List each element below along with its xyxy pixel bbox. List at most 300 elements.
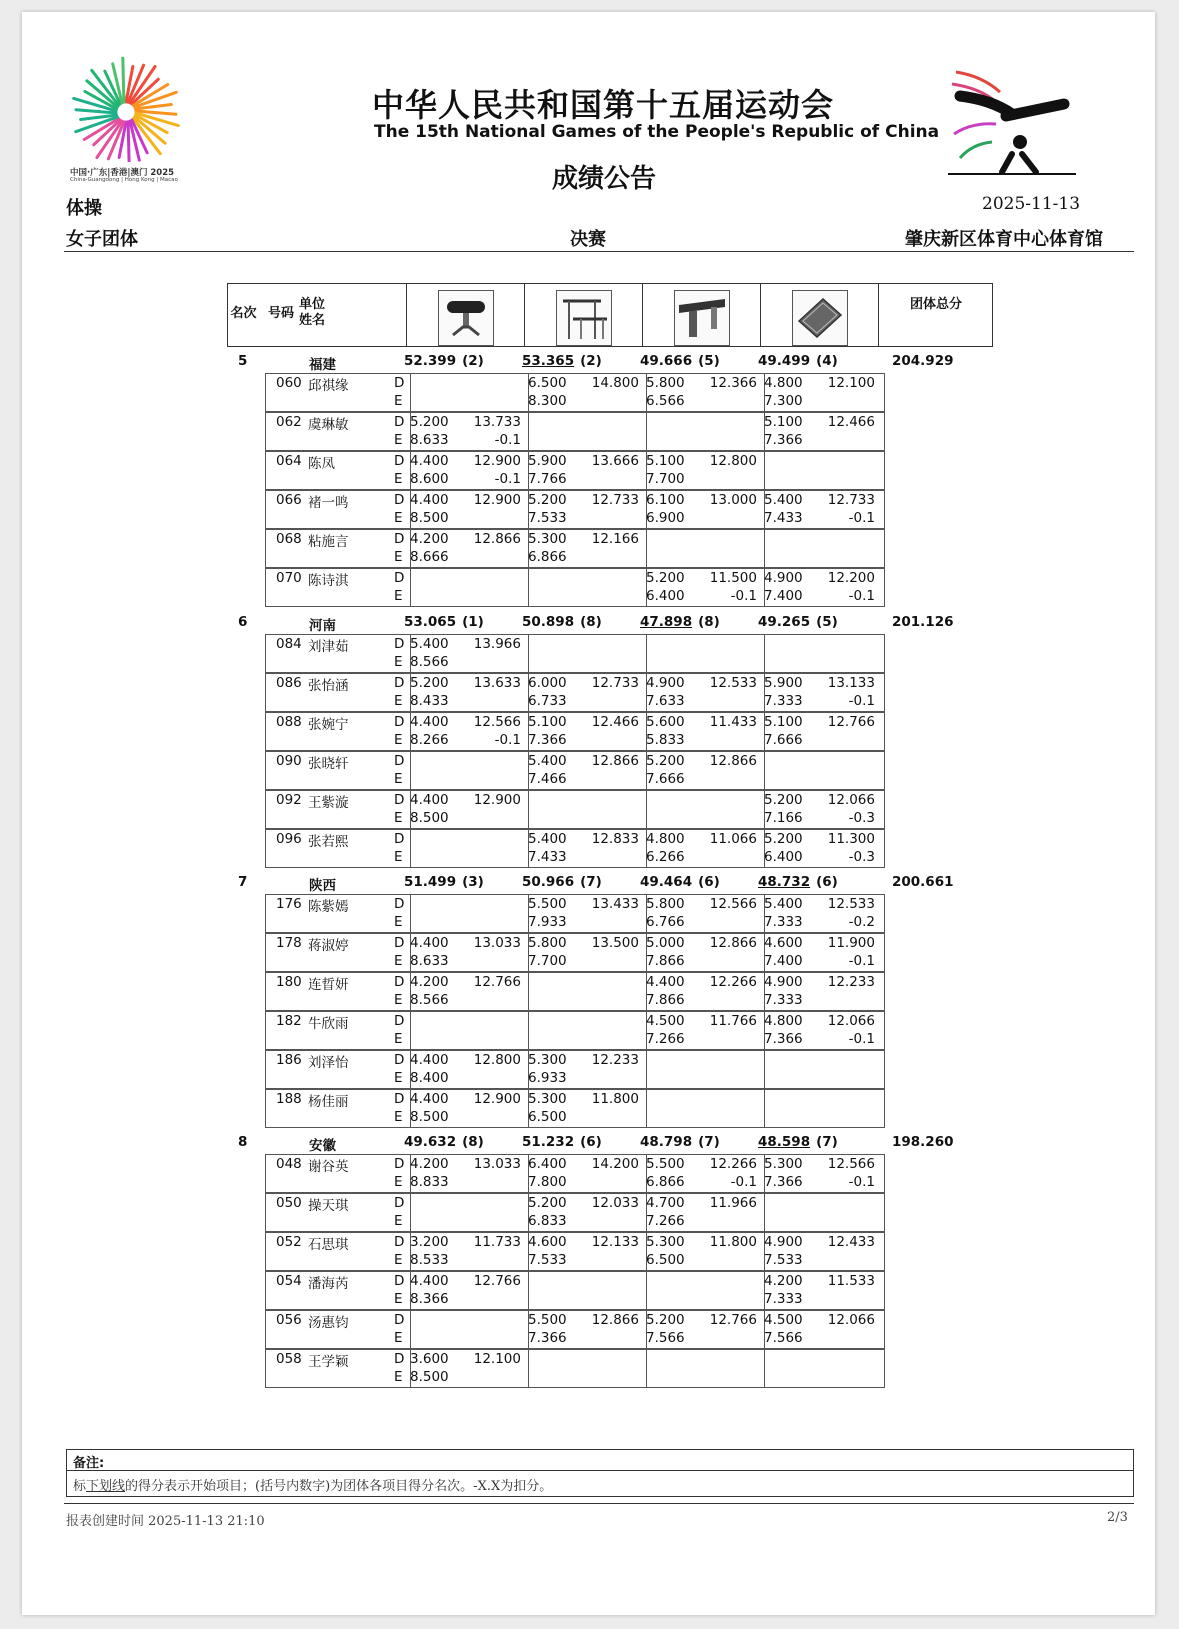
e-score: 7.466 xyxy=(528,771,567,787)
total-score: 12.200 xyxy=(827,570,875,586)
d-score: 5.800 xyxy=(646,896,685,912)
d-score: 4.200 xyxy=(410,974,449,990)
e-score: 6.933 xyxy=(528,1070,567,1086)
penalty: -0.1 xyxy=(730,588,757,604)
apparatus-team-score xyxy=(404,1134,484,1150)
total-header: 团体总分 xyxy=(909,297,962,312)
report-created-time: 报表创建时间 2025-11-13 21:10 xyxy=(66,1514,265,1529)
d-score: 4.900 xyxy=(646,675,685,691)
e-score: 6.900 xyxy=(646,510,685,526)
e-label: E xyxy=(394,849,403,865)
d-score: 4.400 xyxy=(410,935,449,951)
total-score: 12.533 xyxy=(827,896,875,912)
athlete-number: 090 xyxy=(276,753,302,769)
e-score: 5.833 xyxy=(646,732,685,748)
apparatus-rank: (7) xyxy=(698,1134,720,1150)
e-score: 7.366 xyxy=(764,432,803,448)
apparatus-score-value: 51.499 xyxy=(404,874,457,890)
e-label: E xyxy=(394,654,403,670)
d-score: 4.400 xyxy=(410,714,449,730)
total-score: 12.766 xyxy=(827,714,875,730)
total-score: 12.866 xyxy=(709,753,757,769)
d-label: D xyxy=(394,896,405,912)
d-label: D xyxy=(394,974,405,990)
d-label: D xyxy=(394,792,405,808)
e-label: E xyxy=(394,588,403,604)
d-label: D xyxy=(394,1052,405,1068)
team-rank: 6 xyxy=(238,614,248,630)
d-score: 5.200 xyxy=(528,492,567,508)
d-score: 6.500 xyxy=(528,375,567,391)
page-title-en: The 15th National Games of the People's Republic of China xyxy=(374,122,940,142)
athlete-name: 谢谷英 xyxy=(308,1159,349,1175)
e-label: E xyxy=(394,1252,403,1268)
apparatus-rank: (6) xyxy=(816,874,838,890)
d-score: 5.500 xyxy=(528,896,567,912)
d-score: 4.900 xyxy=(764,974,803,990)
total-score: 12.900 xyxy=(473,453,521,469)
team-rank: 7 xyxy=(238,874,248,890)
d-label: D xyxy=(394,1091,405,1107)
total-score: 12.766 xyxy=(709,1312,757,1328)
e-score: 7.266 xyxy=(646,1213,685,1229)
penalty: -0.1 xyxy=(848,1031,875,1047)
d-label: D xyxy=(394,714,405,730)
apparatus-rank: (6) xyxy=(698,874,720,890)
total-score: 11.500 xyxy=(709,570,757,586)
athlete-number: 048 xyxy=(276,1156,302,1172)
e-label: E xyxy=(394,1330,403,1346)
penalty: -0.1 xyxy=(848,953,875,969)
e-score: 7.366 xyxy=(764,1031,803,1047)
athlete-number: 180 xyxy=(276,974,302,990)
e-score: 6.866 xyxy=(528,549,567,565)
total-score: 13.500 xyxy=(591,935,639,951)
e-score: 8.566 xyxy=(410,654,449,670)
athlete-number: 052 xyxy=(276,1234,302,1250)
athlete-number: 066 xyxy=(276,492,302,508)
e-score: 7.300 xyxy=(764,393,803,409)
athlete-number: 068 xyxy=(276,531,302,547)
d-label: D xyxy=(394,1195,405,1211)
apparatus-team-score xyxy=(522,1134,602,1150)
vault-icon xyxy=(438,290,494,346)
e-score: 8.366 xyxy=(410,1291,449,1307)
athlete-name: 虞琳敏 xyxy=(308,417,349,433)
d-label: D xyxy=(394,1273,405,1289)
total-score: 11.433 xyxy=(709,714,757,730)
athlete-name: 蒋淑婷 xyxy=(308,938,349,954)
penalty: -0.2 xyxy=(848,914,875,930)
athlete-name: 陈诗淇 xyxy=(308,573,349,589)
apparatus-rank: (4) xyxy=(816,353,838,369)
d-score: 5.300 xyxy=(528,1091,567,1107)
e-score: 7.666 xyxy=(764,732,803,748)
d-score: 4.200 xyxy=(764,1273,803,1289)
penalty: -0.1 xyxy=(494,471,521,487)
e-score: 7.333 xyxy=(764,693,803,709)
e-score: 8.833 xyxy=(410,1174,449,1190)
apparatus-rank: (2) xyxy=(462,353,484,369)
apparatus-team-score xyxy=(640,614,720,630)
athlete-name: 潘海芮 xyxy=(308,1276,349,1292)
athlete-name: 王紫漩 xyxy=(308,795,349,811)
e-score: 6.766 xyxy=(646,914,685,930)
apparatus-score-value: 50.898 xyxy=(522,614,575,630)
d-score: 4.400 xyxy=(410,453,449,469)
total-score: 11.800 xyxy=(591,1091,639,1107)
apparatus-team-score xyxy=(522,874,602,890)
apparatus-score-value: 48.598 xyxy=(758,1134,811,1150)
page-number: 2/3 xyxy=(1107,1510,1128,1525)
total-score: 12.733 xyxy=(591,492,639,508)
d-score: 3.200 xyxy=(410,1234,449,1250)
penalty: -0.1 xyxy=(848,588,875,604)
d-score: 5.500 xyxy=(528,1312,567,1328)
total-score: 13.033 xyxy=(473,1156,521,1172)
d-score: 4.500 xyxy=(646,1013,685,1029)
athlete-name: 操天琪 xyxy=(308,1198,349,1214)
apparatus-rank: (3) xyxy=(462,874,484,890)
athlete-number: 050 xyxy=(276,1195,302,1211)
apparatus-rank: (8) xyxy=(580,614,602,630)
d-score: 5.200 xyxy=(528,1195,567,1211)
team-rank: 8 xyxy=(238,1134,248,1150)
d-score: 5.200 xyxy=(764,792,803,808)
apparatus-score-value: 50.966 xyxy=(522,874,575,890)
total-score: 12.466 xyxy=(827,414,875,430)
e-score: 7.366 xyxy=(528,732,567,748)
d-label: D xyxy=(394,414,405,430)
total-score: 12.766 xyxy=(473,1273,521,1289)
penalty: -0.1 xyxy=(494,432,521,448)
e-score: 8.500 xyxy=(410,1109,449,1125)
athlete-row xyxy=(265,451,885,490)
page-title: 中华人民共和国第十五届运动会 xyxy=(372,86,835,124)
total-score: 12.900 xyxy=(473,792,521,808)
d-score: 5.400 xyxy=(528,753,567,769)
e-label: E xyxy=(394,549,403,565)
d-score: 4.400 xyxy=(410,1052,449,1068)
e-score: 6.866 xyxy=(646,1174,685,1190)
athlete-row xyxy=(265,1193,885,1232)
athlete-row xyxy=(265,1349,885,1388)
total-score: 12.266 xyxy=(709,974,757,990)
athlete-number: 070 xyxy=(276,570,302,586)
apparatus-team-score xyxy=(640,874,720,890)
e-score: 6.266 xyxy=(646,849,685,865)
athlete-number: 186 xyxy=(276,1052,302,1068)
athlete-number: 062 xyxy=(276,414,302,430)
d-label: D xyxy=(394,1351,405,1367)
e-score: 7.366 xyxy=(528,1330,567,1346)
e-score: 8.300 xyxy=(528,393,567,409)
apparatus-rank: (7) xyxy=(580,874,602,890)
athlete-number: 188 xyxy=(276,1091,302,1107)
apparatus-score-value: 53.065 xyxy=(404,614,457,630)
venue-label: 肇庆新区体育中心体育馆 xyxy=(905,229,1103,250)
d-score: 5.400 xyxy=(528,831,567,847)
athlete-name: 汤惠钧 xyxy=(308,1315,349,1331)
total-score: 13.633 xyxy=(473,675,521,691)
apparatus-team-score xyxy=(404,614,484,630)
total-score: 14.800 xyxy=(591,375,639,391)
gymnastics-pictogram-icon xyxy=(942,62,1082,177)
e-score: 7.933 xyxy=(528,914,567,930)
athlete-name: 陈紫嫣 xyxy=(308,899,349,915)
number-header: 号码 xyxy=(268,306,295,321)
e-label: E xyxy=(394,992,403,1008)
name-header: 姓名 xyxy=(299,313,326,328)
total-score: 13.666 xyxy=(591,453,639,469)
e-score: 8.500 xyxy=(410,510,449,526)
athlete-number: 058 xyxy=(276,1351,302,1367)
e-score: 7.266 xyxy=(646,1031,685,1047)
total-score: 14.200 xyxy=(591,1156,639,1172)
total-score: 12.533 xyxy=(709,675,757,691)
d-score: 5.800 xyxy=(528,935,567,951)
date-label: 2025-11-13 xyxy=(982,194,1081,214)
athlete-name: 张晓轩 xyxy=(308,756,349,772)
d-label: D xyxy=(394,492,405,508)
athlete-name: 杨佳丽 xyxy=(308,1094,349,1110)
e-score: 7.333 xyxy=(764,914,803,930)
e-label: E xyxy=(394,510,403,526)
penalty: -0.1 xyxy=(848,1174,875,1190)
total-score: 12.866 xyxy=(709,935,757,951)
apparatus-score-value: 49.632 xyxy=(404,1134,457,1150)
apparatus-score-value: 48.732 xyxy=(758,874,811,890)
e-label: E xyxy=(394,393,403,409)
e-label: E xyxy=(394,1174,403,1190)
d-score: 4.900 xyxy=(764,1234,803,1250)
d-score: 5.100 xyxy=(764,414,803,430)
total-score: 12.566 xyxy=(473,714,521,730)
total-score: 12.033 xyxy=(591,1195,639,1211)
penalty: -0.1 xyxy=(730,1174,757,1190)
e-score: 8.600 xyxy=(410,471,449,487)
d-score: 4.400 xyxy=(410,792,449,808)
e-label: E xyxy=(394,1031,403,1047)
e-score: 6.566 xyxy=(646,393,685,409)
e-label: E xyxy=(394,432,403,448)
team-rank: 5 xyxy=(238,353,248,369)
d-label: D xyxy=(394,1013,405,1029)
results-sheet xyxy=(22,12,1155,1615)
d-score: 5.900 xyxy=(528,453,567,469)
d-score: 4.600 xyxy=(764,935,803,951)
athlete-name: 连晢妍 xyxy=(308,977,349,993)
e-score: 7.666 xyxy=(646,771,685,787)
athlete-number: 178 xyxy=(276,935,302,951)
d-score: 5.100 xyxy=(764,714,803,730)
d-label: D xyxy=(394,636,405,652)
total-score: 12.900 xyxy=(473,492,521,508)
total-score: 12.800 xyxy=(709,453,757,469)
rank-header: 名次 xyxy=(230,306,257,321)
apparatus-rank: (2) xyxy=(580,353,602,369)
e-score: 7.800 xyxy=(528,1174,567,1190)
e-score: 8.533 xyxy=(410,1252,449,1268)
total-score: 12.100 xyxy=(827,375,875,391)
athlete-row xyxy=(265,1050,885,1089)
apparatus-rank: (8) xyxy=(698,614,720,630)
column-header xyxy=(227,283,993,347)
athlete-name: 张怡涵 xyxy=(308,678,349,694)
e-label: E xyxy=(394,771,403,787)
d-score: 4.500 xyxy=(764,1312,803,1328)
e-label: E xyxy=(394,693,403,709)
e-label: E xyxy=(394,471,403,487)
total-score: 11.533 xyxy=(827,1273,875,1289)
floor-icon xyxy=(792,290,848,346)
balance-beam-icon xyxy=(674,290,730,346)
e-label: E xyxy=(394,1070,403,1086)
d-label: D xyxy=(394,531,405,547)
total-score: 12.733 xyxy=(827,492,875,508)
total-score: 12.900 xyxy=(473,1091,521,1107)
athlete-name: 刘津茹 xyxy=(308,639,349,655)
athlete-number: 086 xyxy=(276,675,302,691)
penalty: -0.3 xyxy=(848,810,875,826)
e-score: 7.400 xyxy=(764,953,803,969)
athlete-number: 084 xyxy=(276,636,302,652)
e-score: 6.733 xyxy=(528,693,567,709)
d-score: 5.200 xyxy=(410,675,449,691)
apparatus-rank: (5) xyxy=(698,353,720,369)
apparatus-score-value: 49.666 xyxy=(640,353,693,369)
athlete-number: 182 xyxy=(276,1013,302,1029)
total-score: 12.233 xyxy=(827,974,875,990)
team-total: 201.126 xyxy=(892,614,954,630)
d-score: 5.000 xyxy=(646,935,685,951)
d-score: 5.400 xyxy=(410,636,449,652)
d-score: 4.400 xyxy=(410,1273,449,1289)
e-score: 6.400 xyxy=(646,588,685,604)
apparatus-score-value: 47.898 xyxy=(640,614,693,630)
d-label: D xyxy=(394,1234,405,1250)
e-score: 7.166 xyxy=(764,810,803,826)
d-score: 5.200 xyxy=(410,414,449,430)
apparatus-team-score xyxy=(758,353,838,369)
athlete-number: 056 xyxy=(276,1312,302,1328)
e-score: 6.500 xyxy=(646,1252,685,1268)
apparatus-team-score xyxy=(404,874,484,890)
games-emblem-icon xyxy=(68,54,190,162)
e-score: 7.700 xyxy=(646,471,685,487)
d-score: 4.800 xyxy=(764,375,803,391)
d-score: 5.300 xyxy=(764,1156,803,1172)
d-score: 4.400 xyxy=(410,1091,449,1107)
e-score: 7.866 xyxy=(646,992,685,1008)
d-label: D xyxy=(394,675,405,691)
e-score: 8.633 xyxy=(410,432,449,448)
total-score: 11.900 xyxy=(827,935,875,951)
d-label: D xyxy=(394,375,405,391)
e-score: 8.400 xyxy=(410,1070,449,1086)
total-score: 12.133 xyxy=(591,1234,639,1250)
d-score: 4.200 xyxy=(410,531,449,547)
athlete-name: 邱祺缘 xyxy=(308,378,349,394)
d-label: D xyxy=(394,570,405,586)
apparatus-score-value: 52.399 xyxy=(404,353,457,369)
e-label: E xyxy=(394,1291,403,1307)
total-score: 13.433 xyxy=(591,896,639,912)
d-score: 6.100 xyxy=(646,492,685,508)
total-score: 11.766 xyxy=(709,1013,757,1029)
team-total: 200.661 xyxy=(892,874,954,890)
e-score: 7.366 xyxy=(764,1174,803,1190)
unit-header: 单位 xyxy=(299,297,326,312)
e-score: 6.500 xyxy=(528,1109,567,1125)
d-score: 5.500 xyxy=(646,1156,685,1172)
athlete-name: 石思琪 xyxy=(308,1237,349,1253)
athlete-name: 陈凤 xyxy=(308,456,335,472)
e-score: 6.833 xyxy=(528,1213,567,1229)
total-score: 13.966 xyxy=(473,636,521,652)
total-score: 12.566 xyxy=(827,1156,875,1172)
d-score: 5.200 xyxy=(646,753,685,769)
e-score: 8.633 xyxy=(410,953,449,969)
athlete-number: 088 xyxy=(276,714,302,730)
e-label: E xyxy=(394,1213,403,1229)
total-score: 12.100 xyxy=(473,1351,521,1367)
apparatus-team-score xyxy=(758,874,838,890)
d-score: 6.400 xyxy=(528,1156,567,1172)
penalty: -0.1 xyxy=(494,732,521,748)
d-label: D xyxy=(394,935,405,951)
d-score: 5.100 xyxy=(528,714,567,730)
total-score: 12.866 xyxy=(473,531,521,547)
athlete-row xyxy=(265,751,885,790)
e-label: E xyxy=(394,732,403,748)
e-score: 7.333 xyxy=(764,1291,803,1307)
total-score: 13.000 xyxy=(709,492,757,508)
d-score: 5.400 xyxy=(764,492,803,508)
athlete-row xyxy=(265,1089,885,1128)
total-score: 12.866 xyxy=(591,753,639,769)
athlete-number: 096 xyxy=(276,831,302,847)
e-score: 8.500 xyxy=(410,810,449,826)
total-score: 12.066 xyxy=(827,792,875,808)
e-score: 7.566 xyxy=(646,1330,685,1346)
athlete-name: 牛欣雨 xyxy=(308,1016,349,1032)
total-score: 12.833 xyxy=(591,831,639,847)
e-score: 7.333 xyxy=(764,992,803,1008)
emblem-caption-en: China·Guangdong | Hong Kong | Macao xyxy=(70,177,178,183)
d-score: 4.800 xyxy=(646,831,685,847)
apparatus-score-value: 48.798 xyxy=(640,1134,693,1150)
apparatus-rank: (7) xyxy=(816,1134,838,1150)
e-score: 7.400 xyxy=(764,588,803,604)
total-score: 12.166 xyxy=(591,531,639,547)
d-score: 4.200 xyxy=(410,1156,449,1172)
total-score: 13.033 xyxy=(473,935,521,951)
athlete-name: 粘施言 xyxy=(308,534,349,550)
apparatus-team-score xyxy=(640,353,720,369)
e-score: 8.433 xyxy=(410,693,449,709)
d-score: 5.400 xyxy=(764,896,803,912)
d-score: 4.600 xyxy=(528,1234,567,1250)
athlete-number: 176 xyxy=(276,896,302,912)
d-label: D xyxy=(394,1312,405,1328)
d-label: D xyxy=(394,753,405,769)
total-score: 11.966 xyxy=(709,1195,757,1211)
total-score: 12.266 xyxy=(709,1156,757,1172)
d-score: 5.200 xyxy=(646,1312,685,1328)
total-score: 11.300 xyxy=(827,831,875,847)
e-score: 7.533 xyxy=(528,1252,567,1268)
